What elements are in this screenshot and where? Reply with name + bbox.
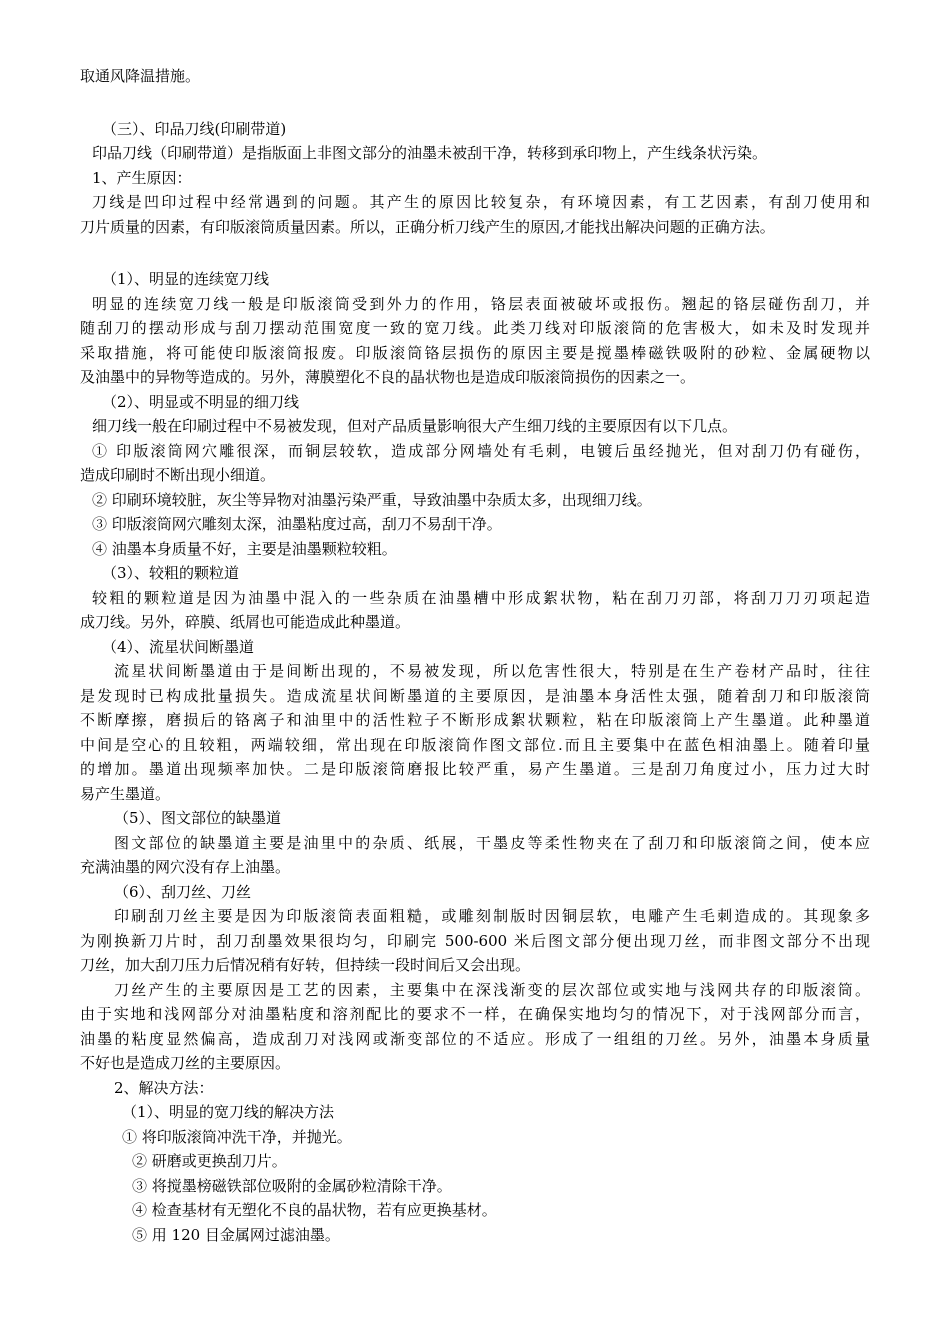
paragraph-line: 印品刀线（印刷带道）是指版面上非图文部分的油墨未被刮干净，转移到承印物上，产生线条状污染。	[92, 144, 768, 162]
paragraph-line: 流星状间断墨道由于是间断出现的，不易被发现，所以危害性很大，特别是在生产卷材产品时，往往	[114, 662, 870, 680]
list-item: ① 印版滚筒网穴雕很深，而铜层较软，造成部分网墙处有毛刺，电镀后虽经抛光，但对刮刀仍有碰伤，	[92, 441, 870, 460]
paragraph-line: 成刀线。另外，碎膜、纸屑也可能造成此种墨道。	[80, 613, 411, 631]
document-page	[80, 64, 870, 1247]
item-heading: （6）、刮刀丝、刀丝	[114, 882, 252, 901]
paragraph-line: 充满油墨的网穴没有存上油墨。	[80, 858, 291, 876]
paragraph-line: 易产生墨道。	[80, 784, 171, 803]
paragraph-line: 图文部位的缺墨道主要是油里中的杂质、纸展，干墨皮等柔性物夹在了刮刀和印版滚筒之间，使本应	[114, 833, 870, 852]
item-heading: （5）、图文部位的缺墨道	[114, 809, 282, 827]
paragraph-line: 为刚换新刀片时，刮刀刮墨效果很均匀，印刷完 500-600 米后图文部分便出现刀丝，而非图文部分不出现	[80, 931, 870, 950]
paragraph-line: 油墨的粘度显然偏高，造成刮刀对浅网或渐变部位的不适应。形成了一组组的刀丝。另外，油墨本身质量	[80, 1029, 870, 1048]
paragraph-line: 明显的连续宽刀线一般是印版滚筒受到外力的作用，铬层表面被破坏或报伤。翘起的铬层碰伤刮刀，并	[92, 294, 870, 313]
paragraph-line: 随刮刀的摆动形成与刮刀摆动范围宽度一致的宽刀线。此类刀线对印版滚筒的危害极大，如未及时发现并	[80, 319, 870, 337]
subsection-heading: 1、产生原因：	[92, 168, 192, 187]
paragraph-line: 印刷刮刀丝主要是因为印版滚筒表面粗糙，或雕刻制版时因铜层软，电雕产生毛刺造成的。其现象多	[114, 907, 870, 925]
paragraph-line: 中间是空心的且较粗，两端较细，常出现在印版滚筒作图文部位.而且主要集中在蓝色相油墨上。随着印量	[80, 735, 870, 754]
list-item: ① 将印版滚筒冲洗干净，并抛光。	[122, 1127, 352, 1146]
item-heading: （1）、明显的宽刀线的解决方法	[122, 1103, 335, 1121]
list-item: ⑤ 用 120 目金属网过滤油墨。	[132, 1225, 340, 1244]
list-item: ② 研磨或更换刮刀片。	[132, 1152, 287, 1170]
item-heading: （1）、明显的连续宽刀线	[102, 270, 270, 288]
paragraph-line: 采取措施，将可能使印版滚筒报废。印版滚筒铬层损伤的原因主要是搅墨棒磁铁吸附的砂粒、金属硬物以	[80, 343, 870, 362]
list-item: ④ 检查基材有无塑化不良的晶状物，若有应更换基材。	[132, 1201, 497, 1219]
item-heading: （3）、较粗的颗粒道	[102, 564, 240, 582]
section-heading: （三）、印品刀线(印刷带道)	[102, 119, 287, 138]
list-item: ② 印刷环境较脏，灰尘等异物对油墨污染严重，导致油墨中杂质太多，出现细刀线。	[92, 490, 652, 509]
paragraph-line: 刀丝产生的主要原因是工艺的因素，主要集中在深浅渐变的层次部位或实地与浅网共存的印版滚筒。	[114, 980, 870, 999]
paragraph-line: 由于实地和浅网部分对油墨粘度和溶剂配比的要求不一样，在确保实地均匀的情况下，对于浅网部分而言，	[80, 1005, 870, 1023]
item-heading: （4）、流星状间断墨道	[102, 637, 255, 656]
paragraph-line: 刀片质量的因素，有印版滚筒质量因素。所以，正确分析刀线产生的原因,才能找出解决问题的正确方法。	[80, 217, 775, 236]
paragraph-line: 刀线是凹印过程中经常遇到的问题。其产生的原因比较复杂，有环境因素，有工艺因素，有刮刀使用和	[92, 193, 870, 211]
item-heading: （2）、明显或不明显的细刀线	[102, 392, 300, 411]
paragraph-line: 的增加。墨道出现频率加快。二是印版滚筒磨报比较严重，易产生墨道。三是刮刀角度过小，压力过大时	[80, 760, 870, 778]
subsection-heading: 2、解决方法：	[114, 1078, 214, 1097]
paragraph-line: 细刀线一般在印刷过程中不易被发现，但对产品质量影响很大产生细刀线的主要原因有以下几点。	[92, 417, 738, 435]
list-item: ③ 印版滚筒网穴雕刻太深，油墨粘度过高，刮刀不易刮干净。	[92, 515, 502, 533]
paragraph-line: 是发现时已构成批量损失。造成流星状间断墨道的主要原因，是油墨本身活性太强，随着刮刀和印版滚筒	[80, 686, 870, 705]
text-line: 取通风降温措施。	[80, 67, 201, 85]
paragraph-line: 及油墨中的异物等造成的。另外，薄膜塑化不良的晶状物也是造成印版滚筒损伤的因素之一。	[80, 368, 696, 386]
list-item: ④ 油墨本身质量不好，主要是油墨颗粒较粗。	[92, 539, 397, 558]
paragraph-line: 不好也是造成刀丝的主要原因。	[80, 1054, 291, 1072]
paragraph-line: 不断摩擦，磨损后的铬离子和油里中的活性粒子不断形成絮状颗粒，粘在印版滚筒上产生墨道。此种墨道	[80, 711, 870, 729]
paragraph-line: 造成印刷时不断出现小细道。	[80, 466, 276, 484]
paragraph-line: 刀丝，加大刮刀压力后情况稍有好转，但持续一段时间后又会出现。	[80, 956, 531, 974]
paragraph-line: 较粗的颗粒道是因为油墨中混入的一些杂质在油墨槽中形成絮状物，粘在刮刀刃部，将刮刀刀刃项起造	[92, 588, 870, 607]
list-item: ③ 将搅墨榜磁铁部位吸附的金属砂粒清除干净。	[132, 1176, 452, 1195]
